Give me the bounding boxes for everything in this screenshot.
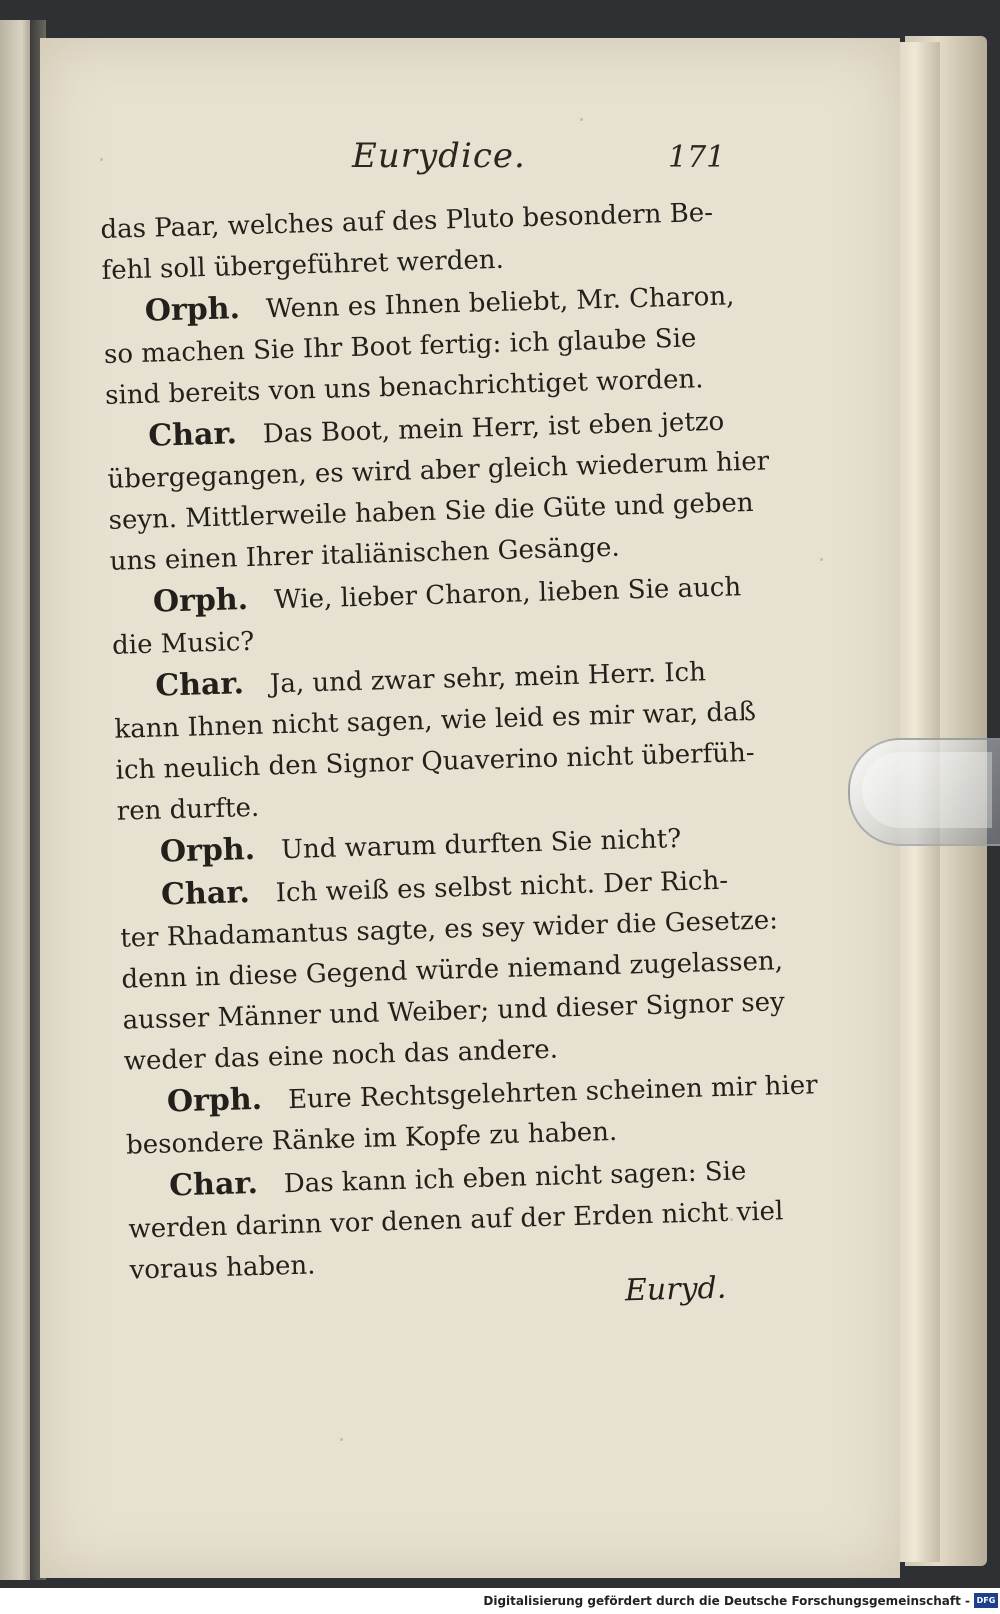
speaker-label: Orph. [166,1081,263,1120]
speech-text: Das Boot, mein Herr, ist eben jetzo [262,406,725,450]
text-line: ter Rhadamantus sagte, es sey wider die Gesetze: [119,905,779,954]
text-line: denn in diese Gegend würde niemand zugelassen, [121,946,784,995]
text-line: das Paar, welches auf des Pluto besondern Be- [100,197,714,245]
speaker-label: Char. [147,416,238,454]
text-line: uns einen Ihrer italiänischen Gesänge. [109,532,621,577]
text-line: kann Ihnen nicht sagen, wie leid es mir war, daß [114,696,757,745]
speech-text: Wenn es Ihnen beliebt, Mr. Charon, [265,281,735,325]
speaker-label: Char. [168,1165,259,1204]
speech-text: Ja, und zwar sehr, mein Herr. Ich [269,657,707,700]
page-clip-highlight [862,752,992,828]
text-line: voraus haben. [129,1250,316,1286]
text-line: werden darinn vor denen auf der Erden nicht viel [128,1196,784,1245]
speaker-label: Orph. [152,582,249,620]
text-line: die Music? [111,626,255,661]
text-line: ich neulich den Signor Quaverino nicht überfüh- [115,737,755,786]
speech-text: Wie, lieber Charon, lieben Sie auch [273,572,742,616]
text-line: seyn. Mittlerweile haben Sie die Güte und geben [108,487,754,536]
text-line: sind bereits von uns benachrichtiget worden. [104,364,704,411]
page-body-text [100,192,818,1291]
text-line: ausser Männer und Weiber; und dieser Signor sey [122,987,786,1036]
running-head: Eurydice. [352,136,526,176]
speech-text: Ich weiß es selbst nicht. Der Rich- [275,865,729,909]
speech-text: Eure Rechtsgelehrten scheinen mir hier [287,1070,818,1116]
text-line: übergegangen, es wird aber gleich wiederum hier [107,446,770,495]
catchword: Euryd. [624,1270,727,1309]
funding-credit: Digitalisierung gefördert durch die Deutsche Forschungsgemeinschaft - [483,1594,970,1608]
text-line: fehl soll übergeführet werden. [101,244,505,286]
speech-text: Und warum durften Sie nicht? [280,824,682,866]
speaker-label: Char. [154,666,245,704]
footer-bar [0,1590,1000,1614]
text-line: so machen Sie Ihr Boot fertig: ich glaube Sie [103,323,697,370]
speech-text: Das kann ich eben nicht sagen: Sie [283,1156,747,1200]
speaker-label: Orph. [144,291,241,329]
text-line: weder das eine noch das andere. [123,1034,559,1077]
text-line: ren durfte. [116,792,260,827]
speaker-label: Char. [160,875,251,913]
text-line: besondere Ränke im Kopfe zu haben. [125,1116,618,1161]
page-number: 171 [668,140,726,175]
dfg-logo-icon: DFG [974,1593,998,1608]
speaker-label: Orph. [159,831,256,870]
